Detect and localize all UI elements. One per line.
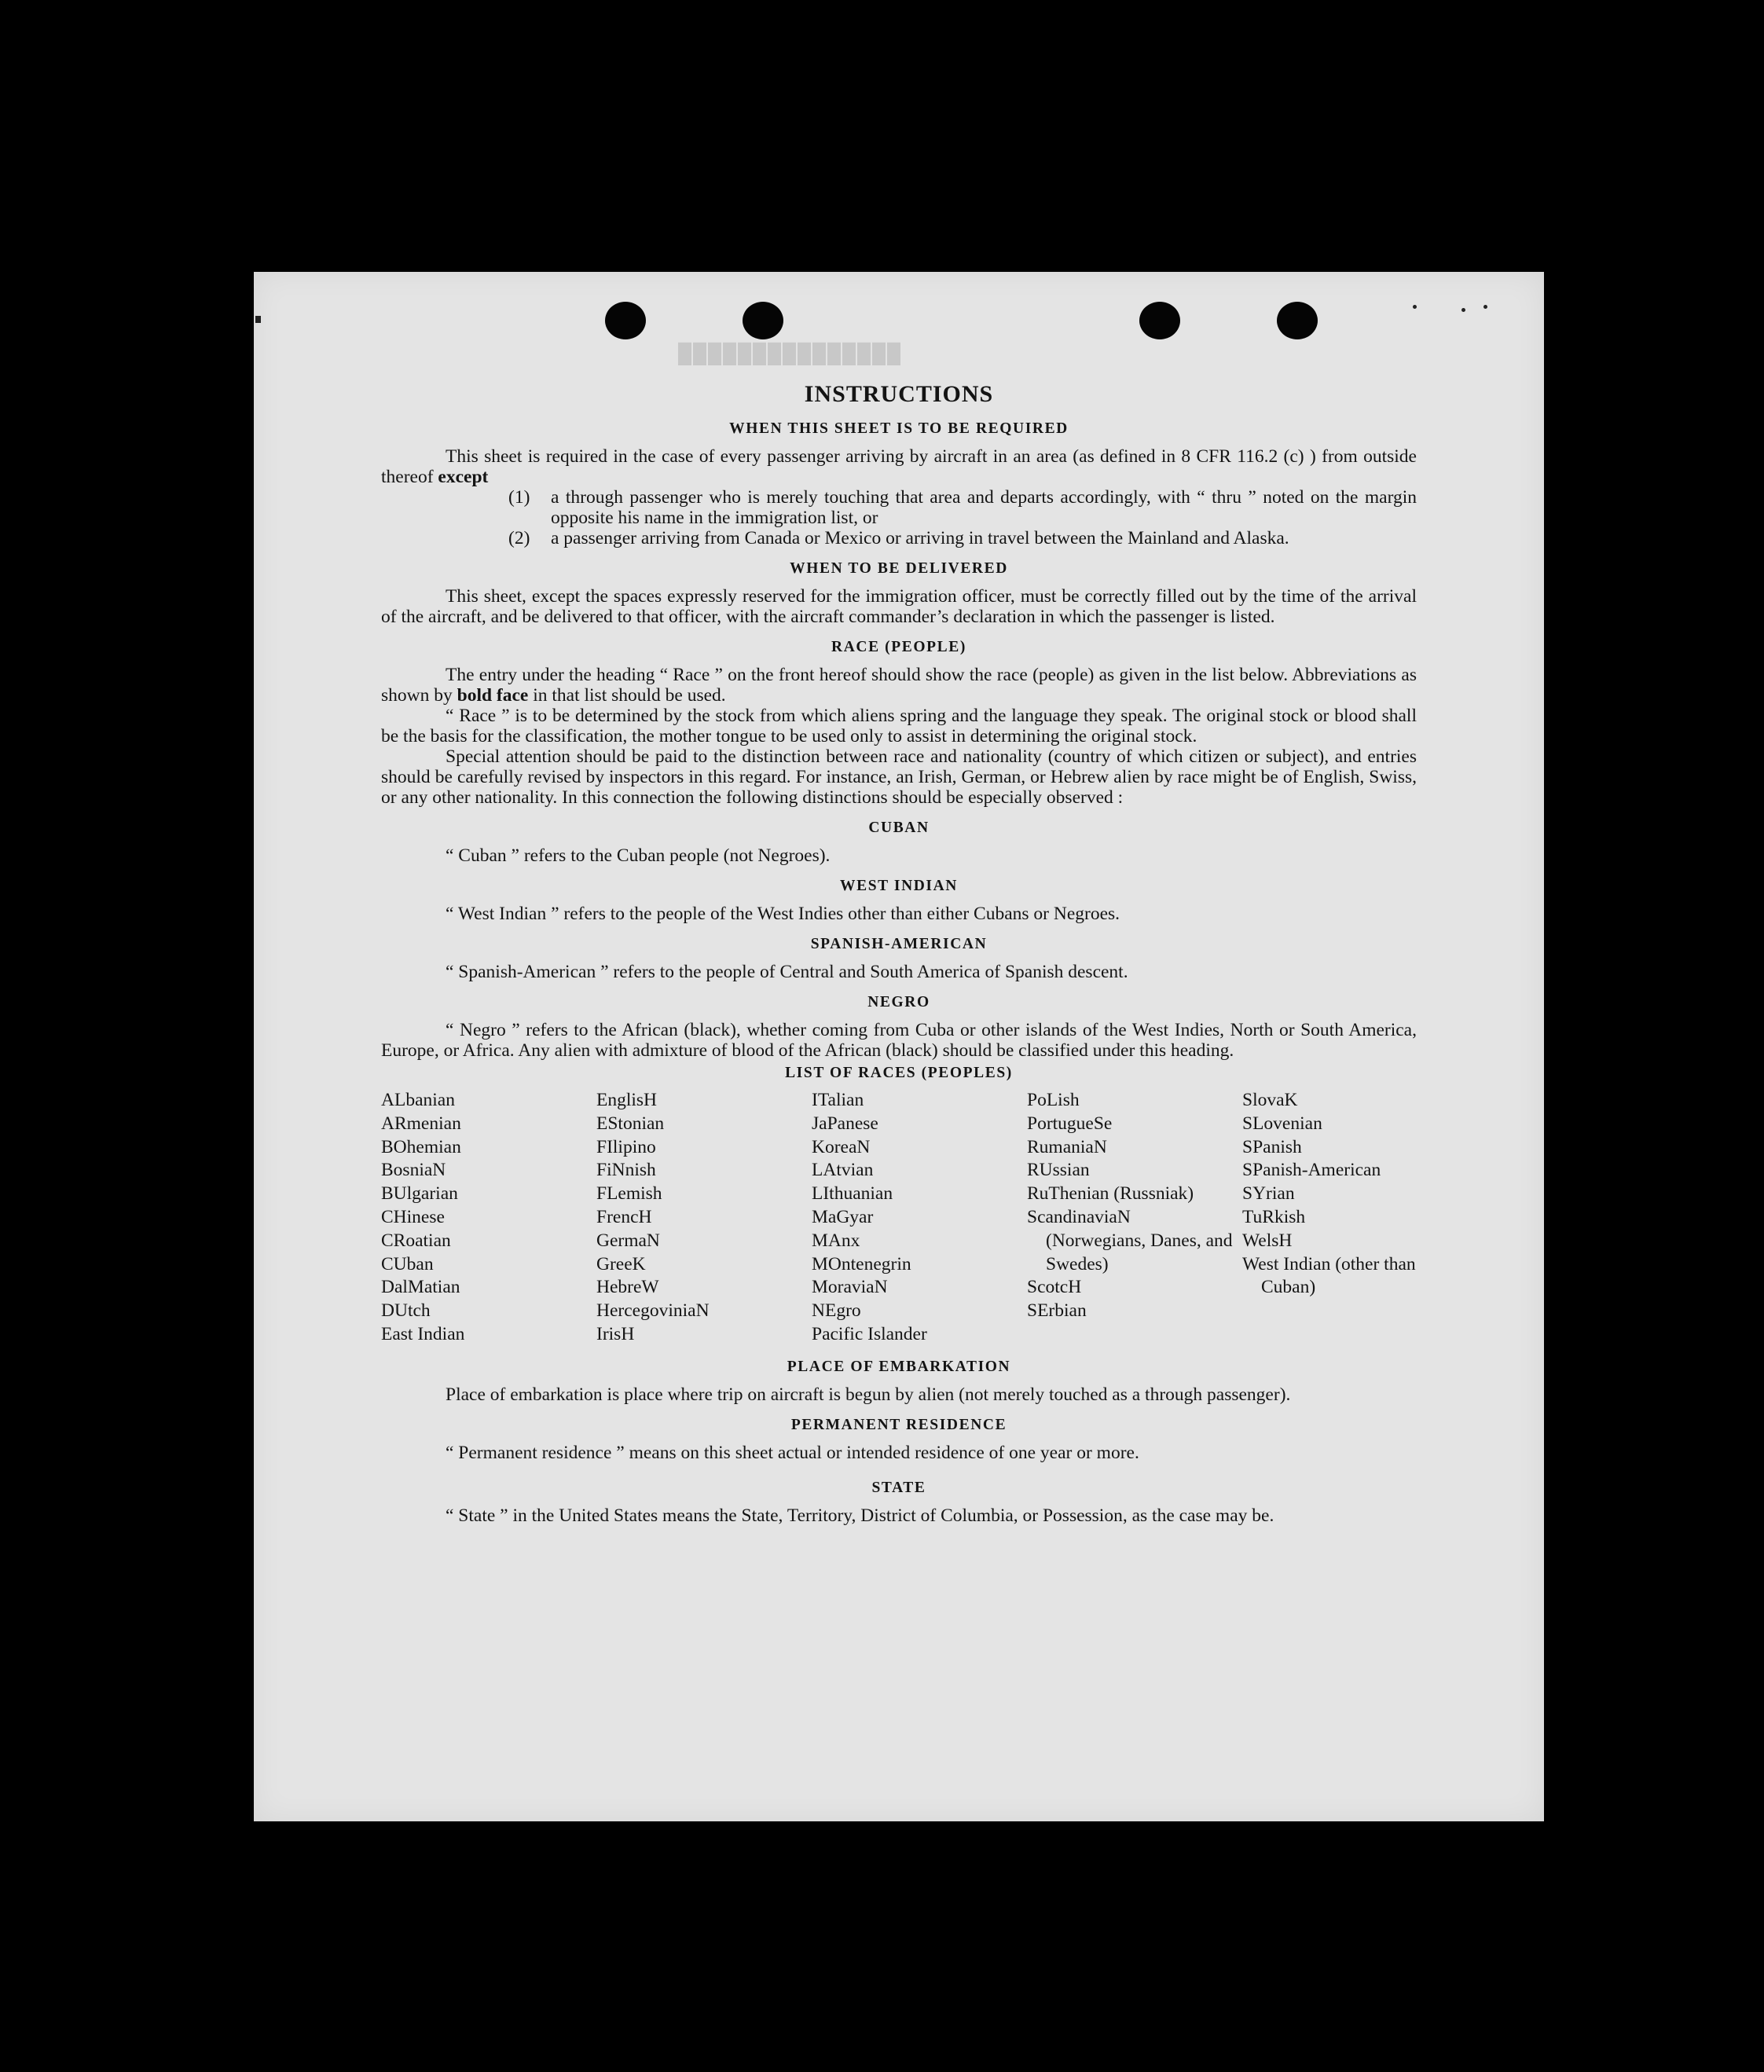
race-item: TuRkish <box>1242 1206 1306 1227</box>
west-indian-text: “ West Indian ” refers to the people of the West Indies other than either Cubans or Negroes. <box>446 904 1120 924</box>
race-item: CRoatian <box>381 1230 451 1251</box>
race-item: BosniaN <box>381 1160 446 1181</box>
exception-number: (2) <box>508 528 530 548</box>
required-intro <box>381 446 1417 487</box>
race-item: ScotcH <box>1027 1277 1082 1298</box>
section-heading-negro: NEGRO <box>867 994 930 1010</box>
race-item: PortugueSe <box>1027 1113 1113 1134</box>
exception-text: a through passenger who is merely touching that area and departs accordingly, with “ thru ” noted on the margin opposite his name in the immigration list, or <box>551 487 1417 528</box>
negro-text: “ Negro ” refers to the African (black), whether coming from Cuba or other islands of the West Indies, North or South America, Europe, or Africa. Any alien with admixture of blood of the African (black) should be classified under this heading. <box>381 1020 1417 1061</box>
punch-hole <box>605 302 646 339</box>
residence-text: “ Permanent residence ” means on this sheet actual or intended residence of one year or more. <box>446 1442 1139 1463</box>
race-item: EStonian <box>596 1113 665 1134</box>
race-item: SPanish-American <box>1242 1160 1381 1181</box>
paper-speck <box>1413 305 1417 309</box>
exception-text: a passenger arriving from Canada or Mexico or arriving in travel between the Mainland and Alaska. <box>551 528 1289 548</box>
race-item: GermaN <box>596 1230 660 1251</box>
race-item: HebreW <box>596 1277 659 1298</box>
punch-hole <box>1139 302 1180 339</box>
spanish-american-text: “ Spanish-American ” refers to the people of Central and South America of Spanish descent. <box>446 962 1128 982</box>
instructions-content <box>381 380 1417 1526</box>
race-item: MAnx <box>812 1230 860 1251</box>
race-item: MaGyar <box>812 1206 874 1227</box>
race-item: JaPanese <box>812 1113 878 1134</box>
page-title: INSTRUCTIONS <box>804 381 994 407</box>
race-item: ScandinaviaN (Norwegians, Danes, and Swedes) <box>1027 1206 1233 1274</box>
paper-speck <box>255 316 261 323</box>
exception-item <box>508 487 1417 528</box>
race-item: ALbanian <box>381 1090 455 1110</box>
embarkation-text: Place of embarkation is place where trip on aircraft is begun by alien (not merely touched as a through passenger). <box>446 1384 1291 1405</box>
race-item: Pacific Islander <box>812 1323 927 1344</box>
race-item: GreeK <box>596 1253 646 1274</box>
race-item: ARmenian <box>381 1113 461 1134</box>
race-item: SLovenian <box>1242 1113 1322 1134</box>
race-item: FiNnish <box>596 1160 656 1181</box>
race-item: East Indian <box>381 1323 465 1344</box>
race-item: RuThenian (Russniak) <box>1027 1183 1194 1205</box>
document-sheet <box>254 272 1544 1821</box>
section-heading-races-list: LIST OF RACES (PEOPLES) <box>785 1065 1013 1081</box>
race-column <box>1027 1089 1233 1347</box>
paper-speck <box>1461 308 1465 312</box>
race-item: IrisH <box>596 1323 635 1344</box>
section-heading-embarkation: PLACE OF EMBARKATION <box>787 1358 1011 1375</box>
section-heading-delivered: WHEN TO BE DELIVERED <box>790 560 1008 577</box>
required-intro-except: except <box>438 467 489 487</box>
delivered-text: This sheet, except the spaces expressly reserved for the immigration officer, must be correctly filled out by the time of the arrival of the aircraft, and be delivered to that officer, with the aircraft commander’s declaration in which the passenger is listed. <box>381 586 1417 627</box>
section-heading-residence: PERMANENT RESIDENCE <box>790 1416 1007 1433</box>
race-item: LIthuanian <box>812 1183 893 1205</box>
race-item: WelsH <box>1242 1230 1293 1251</box>
section-heading-state: STATE <box>871 1479 926 1496</box>
race-item: MoraviaN <box>812 1277 888 1298</box>
section-heading-spanish-american: SPANISH-AMERICAN <box>810 936 988 952</box>
race-item: BOhemian <box>381 1136 461 1157</box>
race-column <box>381 1089 587 1347</box>
race-column <box>812 1089 1018 1347</box>
race-paragraph-3: Special attention should be paid to the distinction between race and nationality (country of which citizen or subject), and entries should be carefully revised by inspectors in this regard. For instance, an Irish, German, or Hebrew alien by race might be of English, Swiss, or any other nationality. In this connection the following distinctions should be especially observed : <box>381 746 1417 808</box>
race-item: RumaniaN <box>1027 1136 1107 1157</box>
race-item: BUlgarian <box>381 1183 458 1205</box>
race-item: KoreaN <box>812 1136 871 1157</box>
section-heading-race: RACE (PEOPLE) <box>831 639 966 655</box>
cuban-text: “ Cuban ” refers to the Cuban people (not Negroes). <box>446 845 831 866</box>
bleed-through-text: ███████████████ <box>678 343 903 364</box>
race-item: SPanish <box>1242 1136 1302 1157</box>
punch-hole <box>1277 302 1318 339</box>
race-p1-text-a: The entry under the heading “ Race ” on the front hereof should show the race (people) as given in the list below. Abbreviations as shown by <box>381 665 1417 706</box>
race-p1-bold: bold face <box>457 685 529 706</box>
race-item: HercegoviniaN <box>596 1300 710 1322</box>
race-item: RUssian <box>1027 1160 1090 1181</box>
race-item: FIlipino <box>596 1136 656 1157</box>
section-heading-cuban: CUBAN <box>868 820 930 836</box>
race-item: SlovaK <box>1242 1090 1298 1110</box>
race-item: West Indian (other than Cuban) <box>1242 1253 1416 1298</box>
paper-speck <box>1483 305 1487 309</box>
required-intro-text: This sheet is required in the case of every passenger arriving by aircraft in an area (as defined in 8 CFR 116.2 (c) ) from outside thereof <box>381 446 1417 487</box>
exception-item <box>508 528 1417 548</box>
race-column <box>596 1089 802 1347</box>
race-item: DalMatian <box>381 1277 460 1298</box>
race-item: LAtvian <box>812 1160 874 1181</box>
race-item: EnglisH <box>596 1090 658 1110</box>
race-paragraph-1 <box>381 665 1417 706</box>
punch-hole <box>743 302 783 339</box>
race-item: ITalian <box>812 1090 864 1110</box>
section-heading-west-indian: WEST INDIAN <box>840 878 958 894</box>
race-item: NEgro <box>812 1300 861 1322</box>
race-item: DUtch <box>381 1300 431 1322</box>
race-item: PoLish <box>1027 1090 1080 1110</box>
race-item: FLemish <box>596 1183 662 1205</box>
race-item: FrencH <box>596 1206 652 1227</box>
exception-number: (1) <box>508 487 530 508</box>
races-list <box>381 1089 1417 1347</box>
race-item: MOntenegrin <box>812 1253 911 1274</box>
race-column <box>1242 1089 1417 1347</box>
race-item: SYrian <box>1242 1183 1295 1205</box>
state-text: “ State ” in the United States means the State, Territory, District of Columbia, or Possession, as the case may be. <box>446 1505 1274 1526</box>
race-paragraph-2: “ Race ” is to be determined by the stock from which aliens spring and the language they speak. The original stock or blood shall be the basis for the classification, the mother tongue to be used only to assist in determining the original stock. <box>381 706 1417 746</box>
race-item: CUban <box>381 1253 434 1274</box>
race-item: CHinese <box>381 1206 445 1227</box>
race-item: SErbian <box>1027 1300 1087 1322</box>
race-p1-text-b: in that list should be used. <box>528 685 726 706</box>
section-heading-required: WHEN THIS SHEET IS TO BE REQUIRED <box>729 420 1069 437</box>
